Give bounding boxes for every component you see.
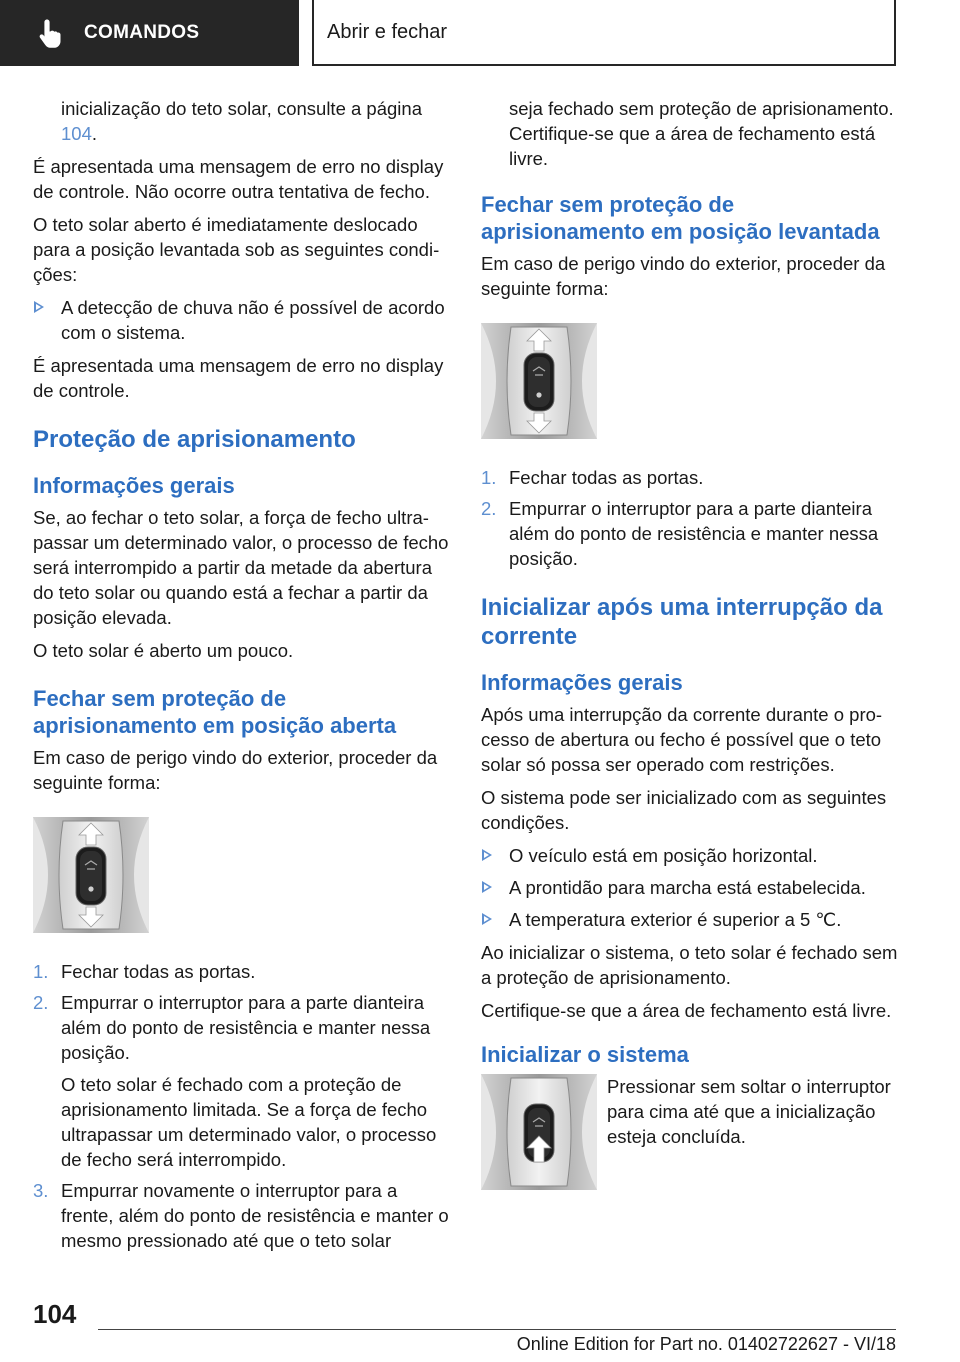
section-tab xyxy=(0,0,299,66)
steps-list xyxy=(33,959,451,1253)
step-number: 1. xyxy=(481,467,497,488)
page-link[interactable]: 104 xyxy=(61,123,92,144)
paragraph: O teto solar é aberto um pouco. xyxy=(33,640,294,661)
paragraph: O sistema pode ser inicializado com as seguintes condições. xyxy=(481,787,887,833)
step-note: O teto solar é fechado com a proteção de aprisionamento limitada. Se a força de fecho ultrapassar um determinado valor, o processo de fecho será interrompido. xyxy=(61,1074,437,1170)
list-item xyxy=(481,875,899,900)
switch-push-up-image xyxy=(33,817,149,933)
edition-note: Online Edition for Part no. 01402722627 - VI/18 xyxy=(516,1334,896,1354)
paragraph: O teto solar aberto é imediatamente deslocado para a posição levantada sob as seguintes condições: xyxy=(33,214,440,285)
triangle-bullet-icon xyxy=(482,881,492,893)
subsection-heading: Inicializar o sistema xyxy=(481,1042,689,1067)
page-header xyxy=(0,0,960,66)
list-item xyxy=(481,496,899,571)
list-item xyxy=(33,990,451,1172)
continued-paragraph: seja fechado sem proteção de aprisionamento. Certifique-se que a área de fechamento está livre. xyxy=(509,98,894,169)
list-item xyxy=(481,465,899,490)
paragraph-end: . xyxy=(91,123,98,144)
list-item-text: A detecção de chuva não é possível de acordo com o sistema. xyxy=(61,297,445,343)
hand-pointer-icon xyxy=(38,18,64,48)
list-item xyxy=(33,959,451,984)
page-number: 104 xyxy=(33,1299,77,1329)
step-number: 1. xyxy=(33,961,49,982)
subsection-heading: Fechar sem proteção de aprisionamento em posição aberta xyxy=(33,686,397,738)
paragraph: É apresentada uma mensagem de erro no display de controle. Não ocorre outra tentativa de fecho. xyxy=(33,156,444,202)
list-item xyxy=(481,907,899,932)
switch-push-up-image xyxy=(481,323,597,439)
section-heading: Inicializar após uma interrupção da corrente xyxy=(481,594,883,650)
paragraph: É apresentada uma mensagem de erro no display de controle. xyxy=(33,355,444,401)
list-item-text: A prontidão para marcha está estabelecida. xyxy=(509,877,866,898)
paragraph-text: inicialização do teto solar, consulte a página xyxy=(61,98,422,119)
section-title: COMANDOS xyxy=(84,22,200,43)
step-text: Empurrar novamente o interruptor para a frente, além do ponto de resistência e manter o mesmo pressionado até que o teto solar xyxy=(61,1180,449,1251)
steps-list xyxy=(481,465,899,571)
list-item xyxy=(33,295,451,345)
list-item-text: O veículo está em posição horizontal. xyxy=(509,845,818,866)
step-number: 2. xyxy=(33,992,49,1013)
paragraph: Ao inicializar o sistema, o teto solar é fechado sem a proteção de aprisionamento. xyxy=(481,942,898,988)
right-column xyxy=(481,96,899,1190)
continued-paragraph xyxy=(33,96,451,146)
triangle-bullet-icon xyxy=(34,301,44,313)
step-text: Fechar todas as portas. xyxy=(61,961,256,982)
bullet-list xyxy=(33,295,451,345)
step-number: 3. xyxy=(33,1180,49,1201)
step-number: 2. xyxy=(481,498,497,519)
step-text: Fechar todas as portas. xyxy=(509,467,704,488)
step-text: Empurrar o interruptor para a parte dianteira além do ponto de resistência e manter nessa posição. xyxy=(61,992,431,1063)
paragraph: Certifique-se que a área de fechamento está livre. xyxy=(481,1000,892,1021)
topic-title: Abrir e fechar xyxy=(327,20,448,43)
figure-with-text xyxy=(481,1074,899,1190)
subsection-heading: Informações gerais xyxy=(33,473,235,498)
step-text: Empurrar o interruptor para a parte dianteira além do ponto de resistência e manter nessa posição. xyxy=(509,498,879,569)
paragraph: Se, ao fechar o teto solar, a força de fecho ultrapassar um determinado valor, o processo de fecho será interrompido a partir da metade da abertura do teto solar ou quando está a fechar a partir da posição elevada. xyxy=(33,507,449,628)
footer-divider xyxy=(98,1329,896,1330)
paragraph: Após uma interrupção da corrente durante o processo de abertura ou fecho é possível que o teto solar só possa ser operado com restrições. xyxy=(481,704,883,775)
subsection-heading: Fechar sem proteção de aprisionamento em posição levantada xyxy=(481,192,880,244)
switch-pull-image xyxy=(481,1074,597,1190)
paragraph: Em caso de perigo vindo do exterior, proceder da seguinte forma: xyxy=(481,253,886,299)
paragraph: Em caso de perigo vindo do exterior, proceder da seguinte forma: xyxy=(33,747,438,793)
list-item xyxy=(481,843,899,868)
left-column xyxy=(33,96,451,1261)
triangle-bullet-icon xyxy=(482,849,492,861)
section-heading: Proteção de aprisionamento xyxy=(33,426,356,453)
topic-tab xyxy=(312,0,896,66)
triangle-bullet-icon xyxy=(482,913,492,925)
list-item-text: A temperatura exterior é superior a 5 ℃. xyxy=(509,909,842,930)
subsection-heading: Informações gerais xyxy=(481,670,683,695)
bullet-list xyxy=(481,843,899,932)
paragraph: Pressionar sem soltar o interruptor para cima até que a inicialização esteja concluída. xyxy=(607,1076,891,1147)
list-item xyxy=(33,1178,451,1253)
